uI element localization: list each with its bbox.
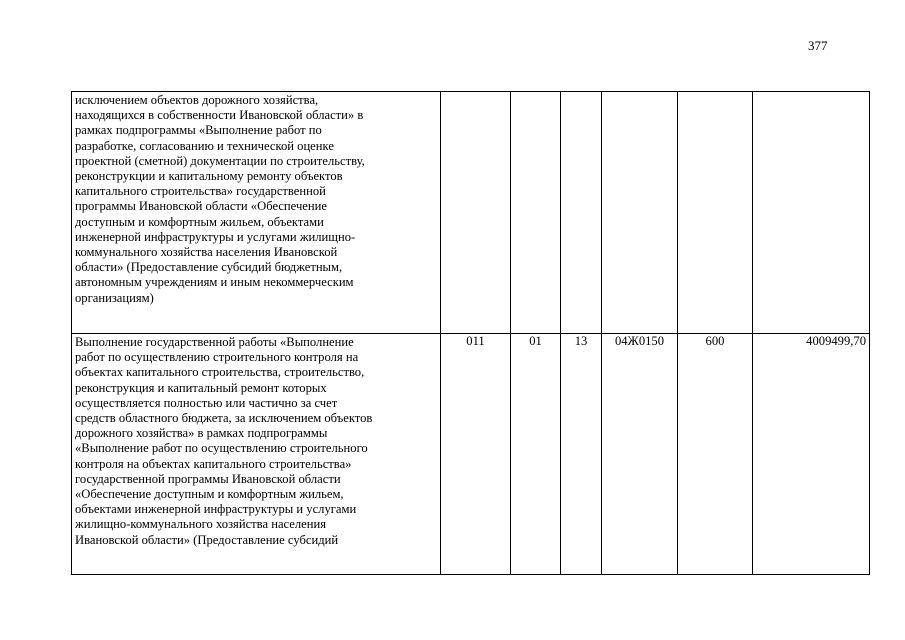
table-row <box>72 92 870 334</box>
amount-cell: 4009499,70 <box>753 334 870 575</box>
section-code-cell <box>511 92 561 334</box>
target-article-cell <box>602 92 678 334</box>
ministry-code-cell: 011 <box>441 334 511 575</box>
item-name-cell <box>72 92 441 334</box>
page-number: 377 <box>808 38 828 53</box>
item-name-cell <box>72 334 441 575</box>
subsection-code-cell: 13 <box>561 334 602 575</box>
expense-type-cell: 600 <box>678 334 753 575</box>
ministry-code-cell <box>441 92 511 334</box>
target-article-cell: 04Ж0150 <box>602 334 678 575</box>
amount-cell <box>753 92 870 334</box>
subsection-code-cell <box>561 92 602 334</box>
expense-type-cell <box>678 92 753 334</box>
budget-table <box>71 91 870 575</box>
item-name: Выполнение государственной работы «Выполнение работ по осуществлению строительного контроля на объектах капитального строительства, строительство, реконструкция и капитальный ремонт которых осуществляется полностью или частично за счет средств областного бюджета, за исключением объектов дорожного хозяйства» в рамках подпрограммы «Выполнение работ по осуществлению строительного контроля на объектах капитального строительства» государственной программы Ивановской области «Обеспечение доступным и комфортным жильем, объектами инженерной инфраструктуры и услугами жилищно-коммунального хозяйства населения Ивановской области» (Предоставление субсидий <box>75 335 373 547</box>
table-row <box>72 334 870 575</box>
section-code-cell: 01 <box>511 334 561 575</box>
item-name: исключением объектов дорожного хозяйства, находящихся в собственности Ивановской области» в рамках подпрограммы «Выполнение работ по разработке, согласованию и технической оценке проектной (сметной) документации по строительству, реконструкции и капитальному ремонту объектов капитального строительства» государственной программы Ивановской области «Обеспечение доступным и комфортным жильем, объектами инженерной инфраструктуры и услугами жилищно- коммунального хозяйства населения Ивановской области» (Предоставление субсидий бюджетным, автономным учреждениям и иным некоммерческим организациям) <box>75 93 365 305</box>
